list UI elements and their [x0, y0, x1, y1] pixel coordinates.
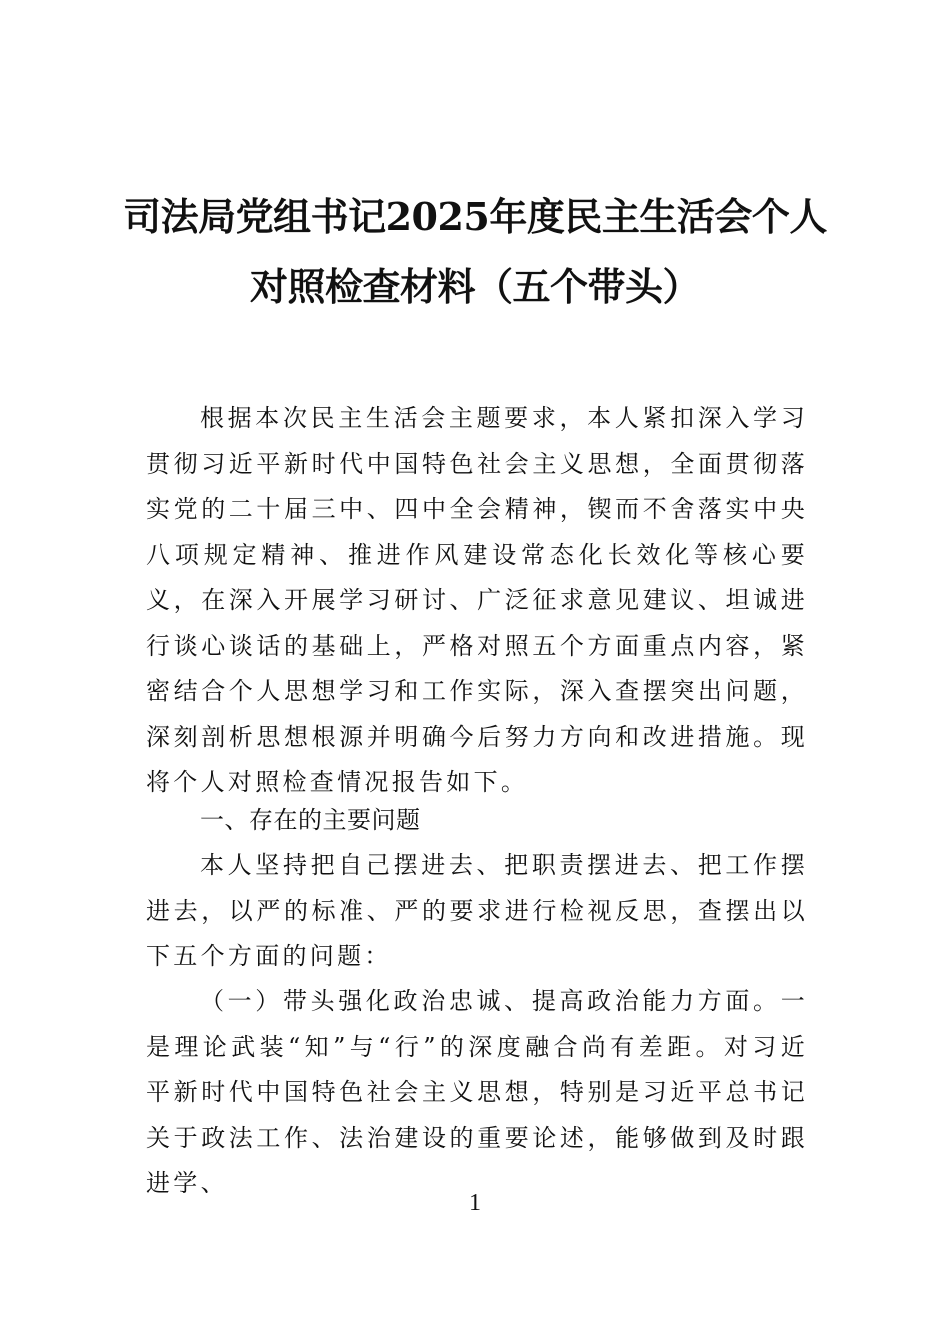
intro-paragraph: 根据本次民主生活会主题要求，本人紧扣深入学习贯彻习近平新时代中国特色社会主义思想，全面贯彻落实党的二十届三中、四中全会精神，锲而不舍落实中央八项规定精神、推进作风建设常态化长效化等核心要义，在深入开展学习研讨、广泛征求意见建议、坦诚进行谈心谈话的基础上，严格对照五个方面重点内容，紧密结合个人思想学习和工作实际，深入查摆突出问题，深刻剖析思想根源并明确今后努力方向和改进措施。现将个人对照检查情况报告如下。: [146, 404, 808, 796]
page-number: 1: [469, 1190, 481, 1216]
document-title-line-2: 对照检查材料（五个带头）: [249, 264, 700, 309]
document-title-line-1: 司法局党组书记2025年度民主生活会个人: [123, 194, 827, 239]
section-intro-paragraph: 本人坚持把自己摆进去、把职责摆进去、把工作摆进去，以严的标准、严的要求进行检视反思，查摆出以下五个方面的问题：: [146, 851, 808, 970]
subsection-paragraph: [146, 979, 808, 1207]
section-heading-main-problems: 一、存在的主要问题: [200, 806, 421, 834]
subsection-heading-political-loyalty: （一）带头强化政治忠诚、提高政治能力方面。: [200, 987, 781, 1015]
subsection-body-text: 一是理论武装“知”与“行”的深度融合尚有差距。对习近平新时代中国特色社会主义思想，特别是习近平总书记关于政法工作、法治建设的重要论述，能够做到及时跟进学、: [146, 987, 808, 1197]
